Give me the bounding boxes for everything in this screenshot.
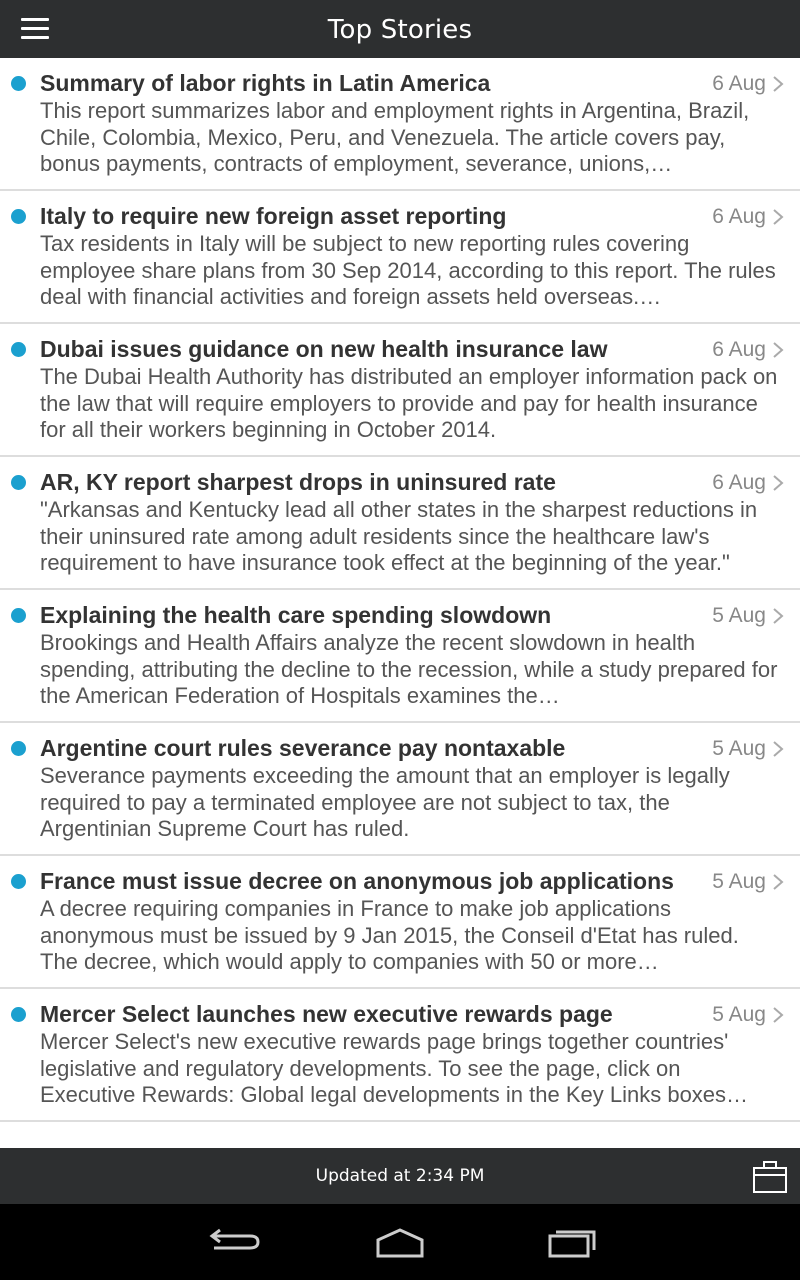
story-item[interactable] [0,989,800,1122]
story-date: 6 Aug [712,72,766,95]
home-icon[interactable] [370,1224,430,1260]
story-summary: This report summarizes labor and employment rights in Argentina, Brazil, Chile, Colombia, Mexico, Peru, and Venezuela. The article covers pay, bonus payments, contracts of employment, severance, unions,… [40,98,750,176]
story-item[interactable] [0,191,800,324]
chevron-right-icon [770,873,786,891]
story-date: 5 Aug [712,870,766,893]
story-summary: The Dubai Health Authority has distributed an employer information pack on the law that will require employers to provide and pay for health insurance for all their workers beginning in October 2014. [40,364,778,442]
story-item[interactable] [0,58,800,191]
story-headline: Mercer Select launches new executive rewards page [40,1001,613,1027]
chevron-right-icon [770,474,786,492]
story-headline: Argentine court rules severance pay nontaxable [40,735,566,761]
story-item[interactable] [0,856,800,989]
unread-dot-icon [11,608,26,623]
story-summary: "Arkansas and Kentucky lead all other states in the sharpest reductions in their uninsured rate among adult residents since the healthcare law's requirement to have insurance took effect at the beginning of the year." [40,497,758,575]
chevron-right-icon [770,208,786,226]
story-item[interactable] [0,457,800,590]
updated-timestamp: Updated at 2:34 PM [315,1166,485,1186]
story-headline: Summary of labor rights in Latin America [40,70,491,96]
briefcase-icon[interactable] [752,1160,788,1194]
story-date: 5 Aug [712,1003,766,1026]
story-summary: Mercer Select's new executive rewards page brings together countries' legislative and regulatory developments. To see the page, click on Executive Rewards: Global legal developments in the Key Links boxes… [40,1029,749,1107]
story-date: 5 Aug [712,737,766,760]
system-navigation-bar [0,1204,800,1280]
story-summary: A decree requiring companies in France to make job applications anonymous must be issued by 9 Jan 2015, the Conseil d'Etat has ruled. The decree, which would apply to companies with 50 or more… [40,896,739,974]
top-app-bar [0,0,800,58]
unread-dot-icon [11,475,26,490]
chevron-right-icon [770,607,786,625]
chevron-right-icon [770,75,786,93]
chevron-right-icon [770,740,786,758]
story-item[interactable] [0,324,800,457]
story-summary: Brookings and Health Affairs analyze the recent slowdown in health spending, attributing the decline to the recession, while a study prepared for the American Federation of Hospitals examines the… [40,630,778,708]
recent-apps-icon[interactable] [542,1224,602,1260]
story-date: 6 Aug [712,471,766,494]
story-date: 5 Aug [712,604,766,627]
story-summary: Tax residents in Italy will be subject to new reporting rules covering employee share plans from 30 Sep 2014, according to this report. The rules deal with financial activities and foreign assets held overseas.… [40,231,776,309]
chevron-right-icon [770,1006,786,1024]
unread-dot-icon [11,76,26,91]
story-headline: France must issue decree on anonymous job applications [40,868,674,894]
story-date: 6 Aug [712,338,766,361]
story-date: 6 Aug [712,205,766,228]
unread-dot-icon [11,874,26,889]
story-item[interactable] [0,590,800,723]
page-title: Top Stories [327,15,473,45]
story-headline: AR, KY report sharpest drops in uninsured rate [40,469,556,495]
unread-dot-icon [11,741,26,756]
story-summary: Severance payments exceeding the amount that an employer is legally required to pay a terminated employee are not subject to tax, the Argentinian Supreme Court has ruled. [40,763,730,841]
story-headline: Explaining the health care spending slowdown [40,602,552,628]
story-list[interactable] [0,58,800,1148]
unread-dot-icon [11,342,26,357]
back-icon[interactable] [200,1224,260,1260]
unread-dot-icon [11,209,26,224]
story-headline: Dubai issues guidance on new health insurance law [40,336,608,362]
chevron-right-icon [770,341,786,359]
story-headline: Italy to require new foreign asset reporting [40,203,507,229]
unread-dot-icon [11,1007,26,1022]
story-item[interactable] [0,723,800,856]
update-status-bar [0,1148,800,1204]
